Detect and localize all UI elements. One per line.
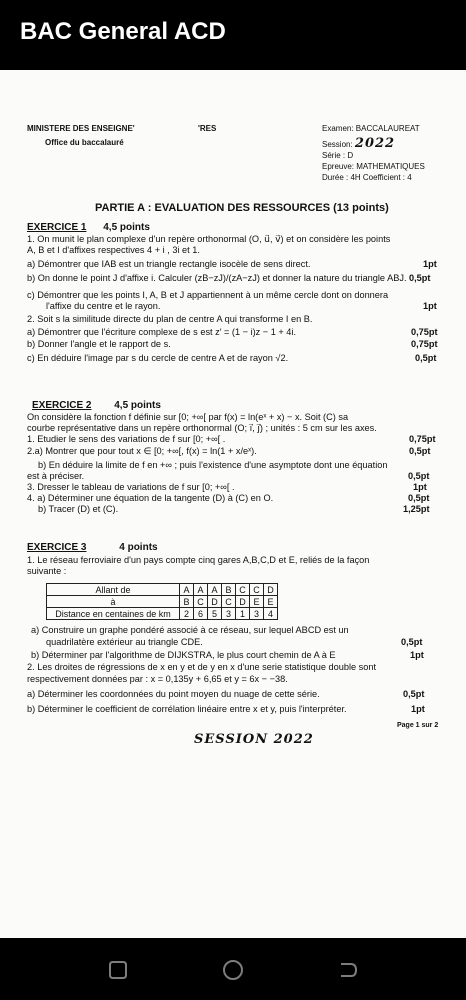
ex1-line: a) Démontrer que IAB est un triangle rectangle isocèle de sens direct. (27, 259, 311, 269)
table-cell: à (47, 596, 180, 608)
table-cell: 2 (180, 608, 194, 620)
session-row (322, 136, 395, 151)
ex3-pt: 0,5pt (403, 689, 425, 699)
ex2-pt: 1pt (413, 482, 427, 492)
table-cell: Distance en centaines de km (47, 608, 180, 620)
handwritten-session: SESSION 2022 (194, 732, 314, 747)
ex1-line: b) On donne le point J d'affixe i. Calculer (zB−zJ)/(zA−zJ) et donner la nature du triangle ABJ. (27, 273, 407, 283)
table-cell: B (180, 596, 194, 608)
app-bar (0, 0, 466, 70)
table-cell: E (250, 596, 264, 608)
app-title: BAC General ACD (20, 18, 226, 45)
table-cell: C (194, 596, 208, 608)
home-icon[interactable] (221, 958, 245, 982)
ex1-pt: 0,5pt (409, 273, 431, 283)
ex1-line: c) En déduire l'image par s du cercle de centre A et de rayon √2. (27, 353, 289, 363)
table-cell: 5 (208, 608, 222, 620)
ex2-line: b) Tracer (D) et (C). (38, 504, 119, 514)
ex3-pt: 0,5pt (401, 637, 423, 647)
office-label: Office du baccalauré (45, 138, 124, 147)
ex1-line: A, B et I d'affixes respectives 4 + i , 3i et 1. (27, 245, 200, 255)
ex3-title: EXERCICE 3 (27, 542, 87, 553)
ex3-line: b) Déterminer le coefficient de corrélation linéaire entre x et y, puis l'interpréter. (27, 704, 347, 714)
ex1-pt: 1pt (423, 259, 437, 269)
ex3-line: respectivement données par : x = 0,135y + 6,65 et y = 6x − −38. (27, 674, 288, 684)
table-cell: 3 (222, 608, 236, 620)
ex2-pt: 0,5pt (408, 471, 430, 481)
table-row (47, 584, 278, 596)
ex2-line: est à préciser. (27, 471, 85, 481)
ex1-pt: 1pt (423, 301, 437, 311)
ex3-pt: 1pt (410, 650, 424, 660)
ex2-pt: 0,5pt (408, 493, 430, 503)
ex1-title: EXERCICE 1 (27, 222, 87, 233)
partie-title: PARTIE A : EVALUATION DES RESSOURCES (13 points) (95, 202, 389, 214)
epreuve-label: Epreuve: MATHEMATIQUES (322, 162, 425, 171)
table-cell: C (236, 584, 250, 596)
ex3-line: 1. Le réseau ferroviaire d'un pays compte cinq gares A,B,C,D et E, reliés de la façon (27, 555, 370, 565)
back-icon[interactable] (336, 958, 360, 982)
table-cell: D (264, 584, 278, 596)
table-row (47, 596, 278, 608)
distance-table (46, 583, 278, 620)
table-cell: 4 (264, 608, 278, 620)
ex1-pt: 0,75pt (411, 339, 438, 349)
ex3-line: b) Déterminer par l'algorithme de DIJKSTRA, le plus court chemin de A à E (31, 650, 336, 660)
ex2-line: 1. Etudier le sens des variations de f sur [0; +∞[ . (27, 434, 226, 444)
ex1-heading (27, 222, 150, 233)
exam-label: Examen: BACCALAUREAT (322, 124, 420, 133)
ex3-line: a) Construire un graphe pondéré associé à ce réseau, sur lequel ABCD est un (31, 625, 349, 635)
ex3-points: 4 points (119, 542, 158, 553)
table-cell: A (180, 584, 194, 596)
table-cell: D (236, 596, 250, 608)
ex2-line: On considère la fonction f définie sur [0; +∞[ par f(x) = ln(eˣ + x) − x. Soit (C) sa (27, 412, 349, 422)
page-number: Page 1 sur 2 (397, 722, 439, 729)
ex1-pt: 0,5pt (415, 353, 437, 363)
ex3-line: quadrilatère extérieur au triangle CDE. (46, 637, 203, 647)
ex2-line: 2.a) Montrer que pour tout x ∈ [0; +∞[, f(x) = ln(1 + x/eˣ). (27, 446, 257, 456)
table-cell: E (264, 596, 278, 608)
ex2-line: courbe représentative dans un repère orthonormal (O; i⃗, j⃗) ; unités : 5 cm sur les axes. (27, 423, 377, 433)
table-cell: 3 (250, 608, 264, 620)
ex1-line: b) Donner l'angle et le rapport de s. (27, 339, 171, 349)
recent-apps-icon[interactable] (106, 958, 130, 982)
table-cell: B (222, 584, 236, 596)
ex1-line: a) Démontrer que l'écriture complexe de s est z′ = (1 − i)z − 1 + 4i. (27, 327, 297, 337)
ex2-points: 4,5 points (114, 400, 161, 411)
ex3-heading (27, 542, 158, 553)
ministry-label: MINISTERE DES ENSEIGNE' (27, 124, 135, 133)
ex3-line: suivante : (27, 566, 67, 576)
ex1-line: l'affixe du centre et le rayon. (46, 301, 161, 311)
session-label: Session: (322, 140, 353, 149)
table-cell: C (222, 596, 236, 608)
serie-label: Série : D (322, 151, 354, 160)
ex1-line: c) Démontrer que les points I, A, B et J appartiennent à un même cercle dont on donnera (27, 290, 389, 300)
table-cell: C (250, 584, 264, 596)
ex3-line: 2. Les droites de régressions de x en y et de y en x d'une serie statistique double sont (27, 662, 377, 672)
table-cell: 1 (236, 608, 250, 620)
table-row (47, 608, 278, 620)
ex2-title: EXERCICE 2 (32, 400, 92, 411)
duree-label: Durée : 4H Coefficient : 4 (322, 173, 412, 182)
ex2-line: b) En déduire la limite de f en +∞ ; puis l'existence d'une asymptote dont une équation (38, 460, 388, 470)
table-cell: Allant de (47, 584, 180, 596)
ex2-heading (32, 400, 161, 411)
ex2-pt: 0,75pt (409, 434, 436, 444)
ex2-line: 4. a) Déterminer une équation de la tangente (D) à (C) en O. (27, 493, 274, 503)
session-value: 2022 (354, 136, 396, 151)
table-cell: 6 (194, 608, 208, 620)
ex1-pt: 0,75pt (411, 327, 438, 337)
ex1-points: 4,5 points (103, 222, 150, 233)
ex3-line: a) Déterminer les coordonnées du point moyen du nuage de cette série. (27, 689, 320, 699)
ex1-line: 1. On munit le plan complexe d'un repère orthonormal (O, u⃗, v⃗) et on considère les points (27, 234, 391, 244)
system-nav-bar (0, 938, 466, 1000)
ministry-tail: 'RES (198, 124, 217, 133)
ex2-pt: 0,5pt (409, 446, 431, 456)
ex2-line: 3. Dresser le tableau de variations de f sur [0; +∞[ . (27, 482, 235, 492)
table-cell: A (194, 584, 208, 596)
ex1-line: 2. Soit s la similitude directe du plan de centre A qui transforme I en B. (27, 314, 313, 324)
table-cell: A (208, 584, 222, 596)
ex2-pt: 1,25pt (403, 504, 430, 514)
table-cell: D (208, 596, 222, 608)
ex3-pt: 1pt (411, 704, 425, 714)
